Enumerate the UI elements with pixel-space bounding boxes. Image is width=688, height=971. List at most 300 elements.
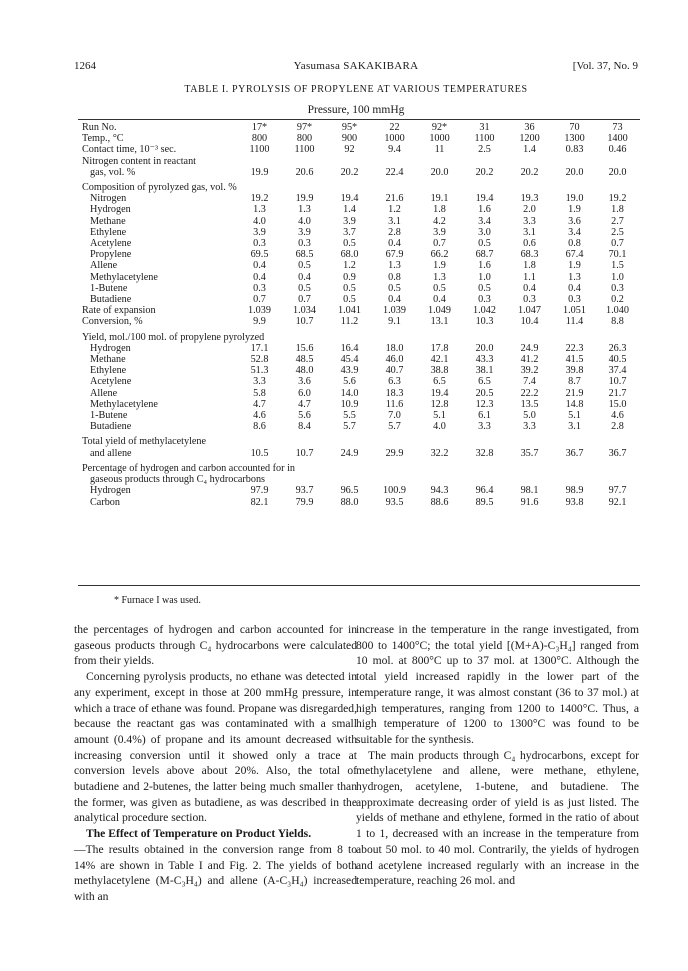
table-cell: 10.5 xyxy=(250,447,269,459)
table-cell: 14.8 xyxy=(565,398,584,410)
table-cell: 19.3 xyxy=(520,193,539,205)
table-cell: 0.4 xyxy=(388,238,401,250)
row-label: and allene xyxy=(90,447,132,459)
row-label: Allene xyxy=(90,260,118,272)
table-cell: 3.1 xyxy=(388,215,401,227)
table-cell: 800 xyxy=(296,133,313,145)
table-cell: 0.5 xyxy=(478,238,491,250)
table-cell: 0.7 xyxy=(253,294,266,306)
table-cell: 20.0 xyxy=(475,342,494,354)
table-cell: 79.9 xyxy=(295,496,314,508)
table-cell: 45.4 xyxy=(340,354,359,366)
table-cell: 93.7 xyxy=(295,485,314,497)
table-cell: 20.2 xyxy=(340,166,359,178)
table-cell: 93.5 xyxy=(385,496,404,508)
table-cell: 3.6 xyxy=(568,215,581,227)
row-label: Methane xyxy=(90,354,126,366)
section-heading: Total yield of methylacetylene xyxy=(82,436,207,448)
table-cell: 0.4 xyxy=(433,294,446,306)
body-paragraph: The main products through C₄ hydrocarbons, except for methylacetylene and allene, were methane, ethylene, hydrogen, acetylene, 1-butene, and butadiene. The approximate decreasing order of yield is as just listed. The yields of methane and ethylene, formed in the ratio of about 1 to 1, decreased with an increase in the temperature from about 50 mol. to 40 mol. Contrarily, the yields of hydrogen and acetylene increased regularly with an increase in the temperature, reaching 26 mol. and xyxy=(356,748,639,888)
row-label: gas, vol. % xyxy=(90,166,136,178)
table-cell: 10.4 xyxy=(520,316,539,328)
table-cell: 18.0 xyxy=(385,342,404,354)
table-row xyxy=(82,485,638,496)
table-cell: 82.1 xyxy=(250,496,269,508)
table-cell: 0.5 xyxy=(343,282,356,294)
table-cell: 1.0 xyxy=(478,271,491,283)
volume-info: [Vol. 37, No. 9 xyxy=(572,60,638,72)
body-column-left xyxy=(74,622,357,905)
row-label: Propylene xyxy=(90,249,132,261)
table-cell: 17.8 xyxy=(430,342,449,354)
body-column-right xyxy=(356,622,639,889)
table-row xyxy=(82,388,638,399)
table-row xyxy=(82,305,638,316)
table-cell: 31 xyxy=(479,122,490,133)
table-cell: 19.9 xyxy=(250,166,269,178)
table-cell: 18.3 xyxy=(385,387,404,399)
table-cell: 1.9 xyxy=(433,260,446,272)
table-cell: 1.0 xyxy=(611,271,624,283)
table-cell: 20.2 xyxy=(475,166,494,178)
table-cell: 0.3 xyxy=(611,282,624,294)
table-cell: 20.5 xyxy=(475,387,494,399)
table-cell: 14.0 xyxy=(340,387,359,399)
table-cell: 20.2 xyxy=(520,166,539,178)
table-cell: 1200 xyxy=(519,133,540,145)
table-cell: 6.5 xyxy=(478,376,491,388)
table-cell: 0.4 xyxy=(568,282,581,294)
table-cell: 41.2 xyxy=(520,354,539,366)
row-label: Conversion, % xyxy=(82,316,143,328)
table-cell: 19.4 xyxy=(340,193,359,205)
table-cell: 98.1 xyxy=(520,485,539,497)
table-cell: 1.040 xyxy=(606,305,629,317)
table-cell: 2.8 xyxy=(611,421,624,433)
table-cell: 5.0 xyxy=(523,410,536,422)
table-row xyxy=(82,283,638,294)
table-cell: 3.3 xyxy=(253,376,266,388)
section-heading: Percentage of hydrogen and carbon accounted for in xyxy=(82,462,295,474)
table-cell: 92.1 xyxy=(608,496,627,508)
table-cell: 19.2 xyxy=(250,193,269,205)
table-cell: 0.5 xyxy=(343,238,356,250)
table-cell: 0.5 xyxy=(343,294,356,306)
table-cell: 66.2 xyxy=(430,249,449,261)
table-cell: 68.7 xyxy=(475,249,494,261)
page-number: 1264 xyxy=(74,60,96,72)
table-row xyxy=(82,448,638,459)
section-heading: Composition of pyrolyzed gas, vol. % xyxy=(82,182,237,194)
table-cell: 39.8 xyxy=(565,365,584,377)
table-cell: 1.3 xyxy=(433,271,446,283)
table-cell: 92 xyxy=(344,144,355,156)
table-cell: 2.0 xyxy=(523,204,536,216)
table-cell: 10.9 xyxy=(340,398,359,410)
table-cell: 21.9 xyxy=(565,387,584,399)
table-cell: 39.2 xyxy=(520,365,539,377)
table-cell: 5.1 xyxy=(433,410,446,422)
table-cell: 22 xyxy=(389,122,400,133)
table-cell: 0.4 xyxy=(298,271,311,283)
table-cell: 11.2 xyxy=(340,316,359,328)
table-cell: 1400 xyxy=(607,133,628,145)
table-cell: 1.8 xyxy=(611,204,624,216)
table-cell: 9.9 xyxy=(253,316,266,328)
table-cell: 0.5 xyxy=(298,282,311,294)
table-cell: 2.7 xyxy=(611,215,624,227)
table-bottom-rule xyxy=(78,585,640,586)
table-cell: 3.9 xyxy=(343,215,356,227)
table-cell: 0.8 xyxy=(388,271,401,283)
table-cell: 11.6 xyxy=(385,398,404,410)
table-cell: 1.6 xyxy=(478,260,491,272)
table-cell: 95* xyxy=(341,122,358,133)
row-label: 1-Butene xyxy=(90,282,128,294)
table-cell: 6.5 xyxy=(433,376,446,388)
table-cell: 1.9 xyxy=(568,260,581,272)
section-heading: Yield, mol./100 mol. of propylene pyrolyzed xyxy=(82,331,265,343)
row-label: Methylacetylene xyxy=(90,271,158,283)
table-cell: 19.1 xyxy=(430,193,449,205)
table-cell: 0.3 xyxy=(568,294,581,306)
table-cell: 70.1 xyxy=(608,249,627,261)
pressure-caption: Pressure, 100 mmHg xyxy=(307,104,405,116)
table-cell: 4.7 xyxy=(298,398,311,410)
table-cell: 3.9 xyxy=(253,226,266,238)
body-paragraph xyxy=(74,826,357,905)
table-row xyxy=(82,144,638,155)
table-cell: 1.3 xyxy=(253,204,266,216)
table-cell: 92* xyxy=(431,122,448,133)
table-cell: 9.1 xyxy=(388,316,401,328)
table-cell: 37.4 xyxy=(608,365,627,377)
table-cell: 0.3 xyxy=(253,238,266,250)
table-cell: 6.3 xyxy=(388,376,401,388)
table-row xyxy=(82,272,638,283)
table-row xyxy=(82,260,638,271)
table-cell: 2.5 xyxy=(611,226,624,238)
row-label: Butadiene xyxy=(90,294,132,306)
table-cell: 0.7 xyxy=(611,238,624,250)
table-cell: 8.6 xyxy=(253,421,266,433)
table-cell: 4.6 xyxy=(253,410,266,422)
table-cell: 93.8 xyxy=(565,496,584,508)
table-cell: 4.0 xyxy=(298,215,311,227)
table-cell: 1.6 xyxy=(478,204,491,216)
row-label: Butadiene xyxy=(90,421,132,433)
table-cell: 43.3 xyxy=(475,354,494,366)
row-label: Acetylene xyxy=(90,376,132,388)
table-cell: 0.9 xyxy=(343,271,356,283)
table-cell: 36 xyxy=(524,122,535,133)
table-cell: 3.6 xyxy=(298,376,311,388)
table-cell: 96.4 xyxy=(475,485,494,497)
table-row xyxy=(82,122,638,133)
table-cell: 0.4 xyxy=(523,282,536,294)
table-cell: 1.8 xyxy=(523,260,536,272)
section-heading: The Effect of Temperature on Product Yields. xyxy=(86,827,312,841)
table-cell: 96.5 xyxy=(340,485,359,497)
table-cell: 1.051 xyxy=(563,305,586,317)
table-cell: 1.3 xyxy=(568,271,581,283)
table-cell: 68.0 xyxy=(340,249,359,261)
table-cell: 91.6 xyxy=(520,496,539,508)
table-cell: 900 xyxy=(341,133,358,145)
row-label: Methylacetylene xyxy=(90,398,158,410)
running-header xyxy=(74,60,638,74)
row-label: Hydrogen xyxy=(90,485,131,497)
table-cell: 1100 xyxy=(294,144,315,156)
row-label: Ethylene xyxy=(90,226,127,238)
table-cell: 43.9 xyxy=(340,365,359,377)
table-cell: 1.042 xyxy=(473,305,496,317)
table-footnote: * Furnace I was used. xyxy=(114,595,201,606)
table-row xyxy=(82,167,638,178)
table-cell: 10.7 xyxy=(608,376,627,388)
table-cell: 73 xyxy=(612,122,623,133)
table-cell: 32.8 xyxy=(475,447,494,459)
table-row xyxy=(82,227,638,238)
table-cell: 8.8 xyxy=(611,316,624,328)
table-cell: 0.2 xyxy=(611,294,624,306)
row-label: Contact time, 10⁻³ sec. xyxy=(82,144,177,156)
pyrolysis-table xyxy=(82,122,638,508)
table-cell: 88.0 xyxy=(340,496,359,508)
table-cell: 19.4 xyxy=(475,193,494,205)
table-cell: 21.7 xyxy=(608,387,627,399)
table-cell: 38.8 xyxy=(430,365,449,377)
table-row xyxy=(82,204,638,215)
row-label: Hydrogen xyxy=(90,342,131,354)
row-label: Nitrogen xyxy=(90,193,127,205)
table-cell: 3.9 xyxy=(298,226,311,238)
table-cell: 16.4 xyxy=(340,342,359,354)
table-cell: 1300 xyxy=(564,133,585,145)
table-cell: 32.2 xyxy=(430,447,449,459)
table-section-heading xyxy=(82,156,638,167)
table-section-heading xyxy=(82,459,638,474)
table-cell: 98.9 xyxy=(565,485,584,497)
table-cell: 21.6 xyxy=(385,193,404,205)
table-cell: 13.5 xyxy=(520,398,539,410)
table-cell: 3.4 xyxy=(568,226,581,238)
table-cell: 4.7 xyxy=(253,398,266,410)
row-label: Ethylene xyxy=(90,365,127,377)
table-cell: 5.5 xyxy=(343,410,356,422)
body-text: —The results obtained in the conversion range from 8 to 14% are shown in Table I and Fig. 2. The yields of both methylacetylene (M-C₃H₄) and allene (A-C₃H₄) increased with an xyxy=(74,842,357,903)
table-cell: 10.7 xyxy=(295,316,314,328)
table-cell: 0.7 xyxy=(433,238,446,250)
table-cell: 3.3 xyxy=(523,421,536,433)
table-cell: 5.7 xyxy=(343,421,356,433)
table-cell: 97.9 xyxy=(250,485,269,497)
table-cell: 0.6 xyxy=(523,238,536,250)
table-row xyxy=(82,238,638,249)
table-row xyxy=(82,294,638,305)
table-row xyxy=(82,410,638,421)
table-cell: 10.7 xyxy=(295,447,314,459)
table-cell: 20.6 xyxy=(295,166,314,178)
table-cell: 1100 xyxy=(249,144,270,156)
row-label: Rate of expansion xyxy=(82,305,156,317)
row-label: Acetylene xyxy=(90,238,132,250)
table-row xyxy=(82,421,638,432)
table-row xyxy=(82,249,638,260)
table-cell: 89.5 xyxy=(475,496,494,508)
table-cell: 0.83 xyxy=(565,144,584,156)
section-heading: gaseous products through C₄ hydrocarbons xyxy=(90,474,266,486)
table-cell: 35.7 xyxy=(520,447,539,459)
table-cell: 22.2 xyxy=(520,387,539,399)
table-cell: 97* xyxy=(296,122,313,133)
table-cell: 2.8 xyxy=(388,226,401,238)
table-cell: 69.5 xyxy=(250,249,269,261)
table-cell: 3.1 xyxy=(523,226,536,238)
table-cell: 19.4 xyxy=(430,387,449,399)
table-cell: 8.4 xyxy=(298,421,311,433)
table-cell: 1.049 xyxy=(428,305,451,317)
body-paragraph: increase in the temperature in the range investigated, from 800 to 1400°C; the total yield [(M+A)-C₃H₄] ranged from 10 mol. at 800°C up to 37 mol. at 1300°C. Although the total yield increased rapidly in the lower part of the temperature range, it was almost constant (36 to 37 mol.) at high temperatures, ranging from 1200 to 1400°C. Thus, a high temperature of 1200 to 1300°C was found to be suitable for the synthesis. xyxy=(356,623,639,746)
table-cell: 5.1 xyxy=(568,410,581,422)
table-cell: 0.3 xyxy=(523,294,536,306)
table-cell: 0.3 xyxy=(253,282,266,294)
table-cell: 1.3 xyxy=(298,204,311,216)
table-cell: 24.9 xyxy=(340,447,359,459)
table-cell: 1.039 xyxy=(248,305,271,317)
table-row xyxy=(82,343,638,354)
table-cell: 48.5 xyxy=(295,354,314,366)
table-cell: 5.7 xyxy=(388,421,401,433)
table-cell: 26.3 xyxy=(608,342,627,354)
table-cell: 15.0 xyxy=(608,398,627,410)
table-cell: 22.3 xyxy=(565,342,584,354)
table-cell: 0.4 xyxy=(253,260,266,272)
table-cell: 0.4 xyxy=(253,271,266,283)
table-cell: 4.6 xyxy=(611,410,624,422)
table-cell: 0.5 xyxy=(298,260,311,272)
table-cell: 1.4 xyxy=(343,204,356,216)
table-cell: 9.4 xyxy=(388,144,401,156)
body-paragraph: Concerning pyrolysis products, no ethane was detected in any experiment, except in those at 200 mmHg pressure, in which a trace of ethane was found. Propane was disregarded, because the reactant gas was contaminated with a small amount (0.4%) of propane and its amount decreased with increasing conversion until it showed only a trace at conversion levels above about 20%. Also, the total of butadiene and 2-butenes, the latter being much smaller than the former, was given as butadiene, as was described in the analytical procedure section. xyxy=(74,670,357,825)
table-cell: 4.0 xyxy=(433,421,446,433)
table-section-heading xyxy=(82,432,638,447)
table-cell: 1.5 xyxy=(611,260,624,272)
table-row xyxy=(82,376,638,387)
table-cell: 11 xyxy=(434,144,445,156)
table-cell: 67.4 xyxy=(565,249,584,261)
table-cell: 20.0 xyxy=(608,166,627,178)
table-cell: 12.8 xyxy=(430,398,449,410)
table-cell: 1.9 xyxy=(568,204,581,216)
table-cell: 4.0 xyxy=(253,215,266,227)
table-cell: 0.5 xyxy=(478,282,491,294)
table-cell: 0.8 xyxy=(568,238,581,250)
table-row xyxy=(82,193,638,204)
table-cell: 1.2 xyxy=(388,204,401,216)
table-cell: 1.8 xyxy=(433,204,446,216)
table-cell: 20.0 xyxy=(565,166,584,178)
table-cell: 15.6 xyxy=(295,342,314,354)
table-cell: 7.0 xyxy=(388,410,401,422)
table-cell: 40.7 xyxy=(385,365,404,377)
table-row xyxy=(82,399,638,410)
table-cell: 1.1 xyxy=(523,271,536,283)
table-cell: 7.4 xyxy=(523,376,536,388)
table-cell: 48.0 xyxy=(295,365,314,377)
table-cell: 0.46 xyxy=(608,144,627,156)
table-cell: 3.9 xyxy=(433,226,446,238)
table-cell: 19.9 xyxy=(295,193,314,205)
table-row xyxy=(82,365,638,376)
table-cell: 12.3 xyxy=(475,398,494,410)
row-label: Allene xyxy=(90,387,118,399)
table-section-heading xyxy=(82,474,638,485)
table-cell: 22.4 xyxy=(385,166,404,178)
table-cell: 4.2 xyxy=(433,215,446,227)
table-cell: 68.3 xyxy=(520,249,539,261)
table-cell: 0.3 xyxy=(478,294,491,306)
row-label: 1-Butene xyxy=(90,410,128,422)
table-cell: 1.041 xyxy=(338,305,361,317)
table-cell: 19.2 xyxy=(608,193,627,205)
table-cell: 3.3 xyxy=(478,421,491,433)
table-section-heading xyxy=(82,178,638,193)
body-paragraph: the percentages of hydrogen and carbon accounted for in gaseous products through C₄ hydrocarbons were calculated from their yields. xyxy=(74,623,357,668)
row-label: Carbon xyxy=(90,496,120,508)
table-cell: 1.034 xyxy=(293,305,316,317)
table-cell: 1.047 xyxy=(518,305,541,317)
table-cell: 3.0 xyxy=(478,226,491,238)
table-cell: 70 xyxy=(569,122,580,133)
row-label: Run No. xyxy=(82,122,117,133)
table-cell: 3.7 xyxy=(343,226,356,238)
table-title: TABLE I. PYROLYSIS OF PROPYLENE AT VARIOUS TEMPERATURES xyxy=(184,84,528,95)
table-cell: 3.4 xyxy=(478,215,491,227)
running-author: Yasumasa SAKAKIBARA xyxy=(293,60,419,72)
table-cell: 0.4 xyxy=(388,294,401,306)
table-cell: 20.0 xyxy=(430,166,449,178)
table-cell: 1.4 xyxy=(523,144,536,156)
row-label: Hydrogen xyxy=(90,204,131,216)
table-cell: 0.5 xyxy=(433,282,446,294)
table-cell: 800 xyxy=(251,133,268,145)
table-cell: 6.1 xyxy=(478,410,491,422)
table-row xyxy=(82,133,638,144)
table-cell: 5.6 xyxy=(298,410,311,422)
table-cell: 42.1 xyxy=(430,354,449,366)
table-cell: 41.5 xyxy=(565,354,584,366)
table-cell: 0.3 xyxy=(298,238,311,250)
table-cell: 8.7 xyxy=(568,376,581,388)
table-cell: 46.0 xyxy=(385,354,404,366)
table-cell: 36.7 xyxy=(608,447,627,459)
table-cell: 1.039 xyxy=(383,305,406,317)
table-cell: 88.6 xyxy=(430,496,449,508)
table-row xyxy=(82,497,638,508)
table-cell: 52.8 xyxy=(250,354,269,366)
table-cell: 29.9 xyxy=(385,447,404,459)
table-cell: 38.1 xyxy=(475,365,494,377)
table-cell: 1.3 xyxy=(388,260,401,272)
table-cell: 3.3 xyxy=(523,215,536,227)
table-cell: 17.1 xyxy=(250,342,269,354)
table-cell: 1100 xyxy=(474,133,495,145)
row-label: Temp., °C xyxy=(82,133,124,145)
table-cell: 1.2 xyxy=(343,260,356,272)
table-cell: 97.7 xyxy=(608,485,627,497)
table-cell: 5.6 xyxy=(343,376,356,388)
